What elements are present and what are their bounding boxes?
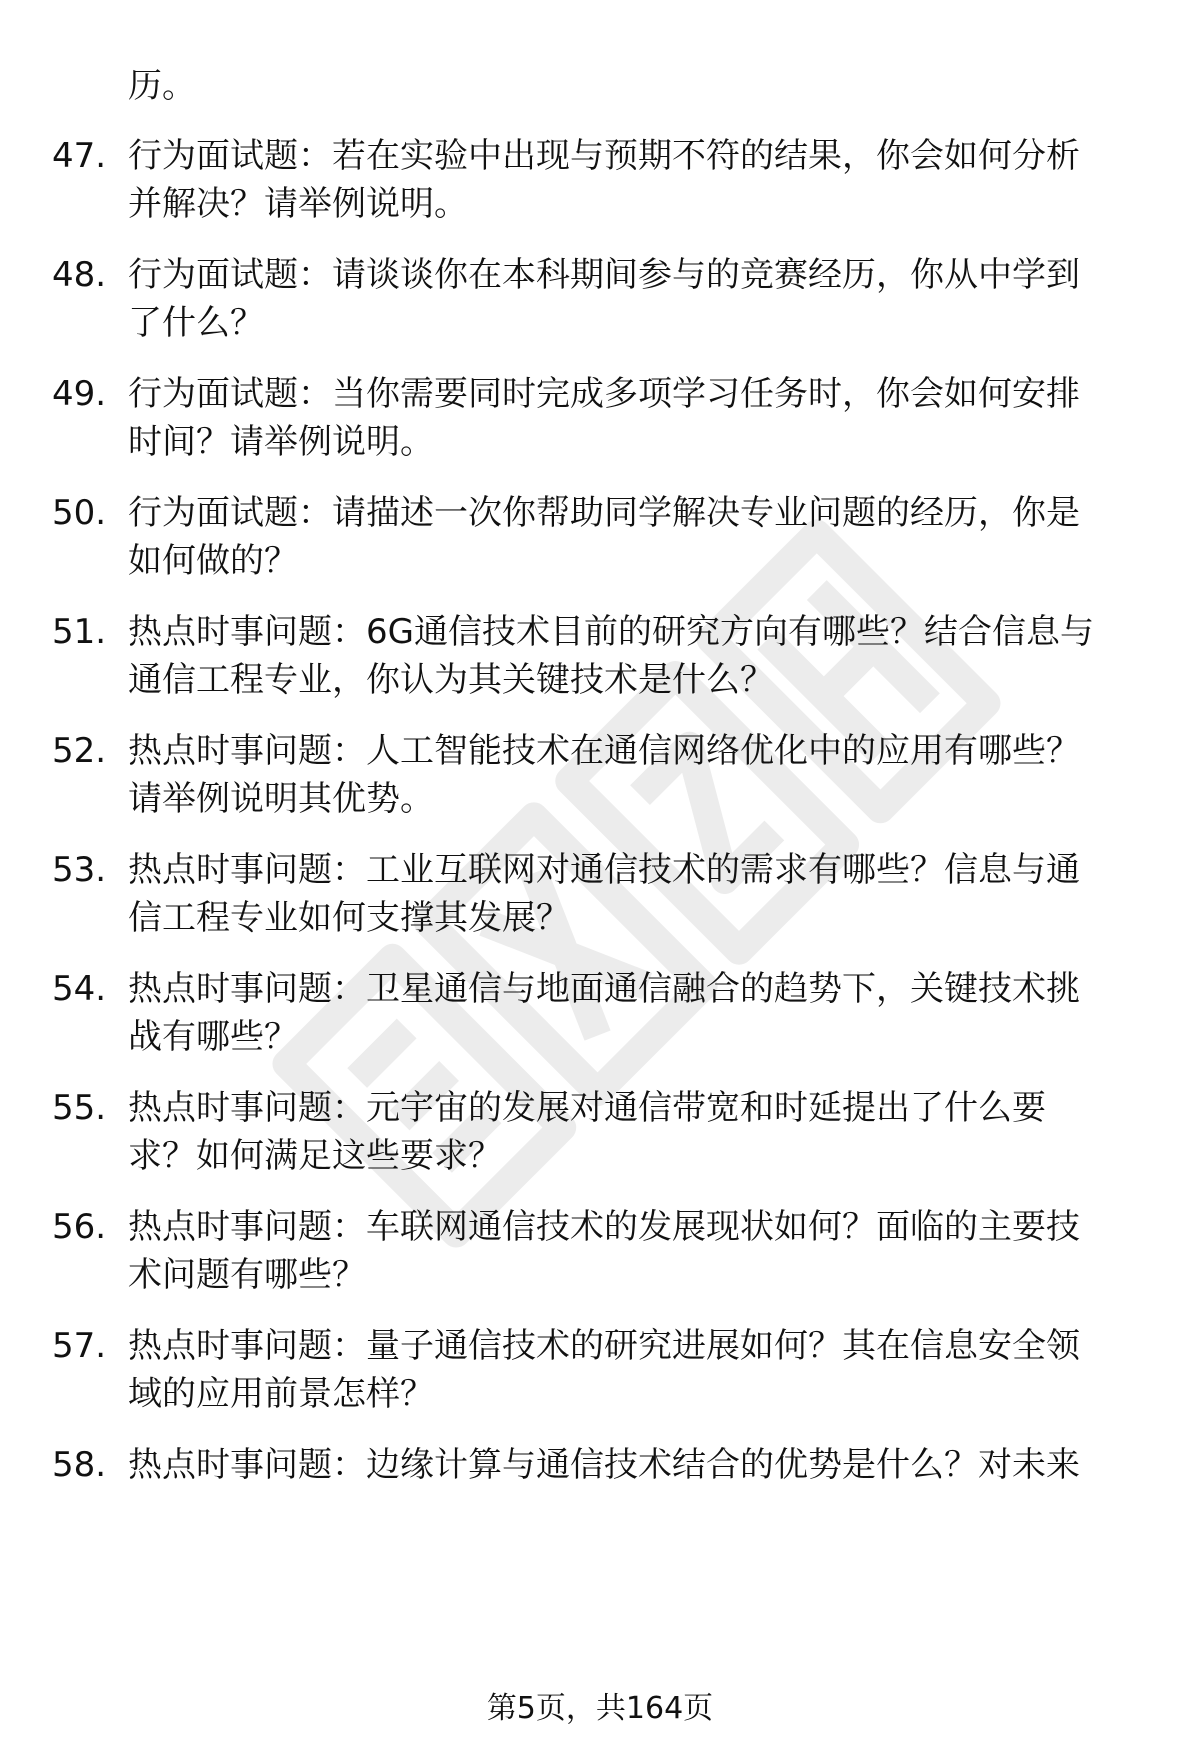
list-item-question-52 xyxy=(0,727,1200,827)
question-text-line-2: 信工程专业如何支撑其发展？ xyxy=(128,898,570,938)
question-number: 55. xyxy=(52,1088,107,1128)
list-item-question-49 xyxy=(0,370,1200,470)
list-item-question-48 xyxy=(0,251,1200,351)
question-text-line-2: 时间？请举例说明。 xyxy=(128,422,434,462)
question-number: 49. xyxy=(52,374,107,414)
question-text-line-1: 行为面试题：请描述一次你帮助同学解决专业问题的经历，你是 xyxy=(128,493,1080,533)
question-text-line-1: 热点时事问题：6G通信技术目前的研究方向有哪些？结合信息与 xyxy=(128,612,1094,652)
list-item-question-50 xyxy=(0,489,1200,589)
continued-text: 历。 xyxy=(128,66,196,106)
question-text-line-1: 行为面试题：若在实验中出现与预期不符的结果，你会如何分析 xyxy=(128,136,1080,176)
question-text-line-1: 热点时事问题：车联网通信技术的发展现状如何？面临的主要技 xyxy=(128,1207,1080,1247)
question-number: 50. xyxy=(52,493,107,533)
list-item-question-57 xyxy=(0,1322,1200,1422)
question-number: 51. xyxy=(52,612,107,652)
question-text-line-2: 求？如何满足这些要求？ xyxy=(128,1136,502,1176)
list-item-question-55 xyxy=(0,1084,1200,1184)
question-text-line-1: 热点时事问题：卫星通信与地面通信融合的趋势下，关键技术挑 xyxy=(128,969,1080,1009)
question-text-line-1: 热点时事问题：工业互联网对通信技术的需求有哪些？信息与通 xyxy=(128,850,1080,890)
list-item-question-56 xyxy=(0,1203,1200,1303)
question-number: 53. xyxy=(52,850,107,890)
list-item-question-58 xyxy=(0,1441,1200,1541)
question-number: 56. xyxy=(52,1207,107,1247)
question-text-line-2: 术问题有哪些？ xyxy=(128,1255,366,1295)
question-number: 58. xyxy=(52,1445,107,1485)
list-item-question-47 xyxy=(0,132,1200,232)
list-item-question-53 xyxy=(0,846,1200,946)
list-item-question-54 xyxy=(0,965,1200,1065)
question-number: 54. xyxy=(52,969,107,1009)
question-text-line-1: 热点时事问题：边缘计算与通信技术结合的优势是什么？对未来 xyxy=(128,1445,1080,1485)
question-text-line-1: 行为面试题：当你需要同时完成多项学习任务时，你会如何安排 xyxy=(128,374,1080,414)
question-text-line-1: 行为面试题：请谈谈你在本科期间参与的竞赛经历，你从中学到 xyxy=(128,255,1080,295)
question-text-line-1: 热点时事问题：元宇宙的发展对通信带宽和时延提出了什么要 xyxy=(128,1088,1046,1128)
question-number: 47. xyxy=(52,136,107,176)
question-number: 52. xyxy=(52,731,107,771)
question-text-line-1: 热点时事问题：人工智能技术在通信网络优化中的应用有哪些？ xyxy=(128,731,1080,771)
list-item-question-51 xyxy=(0,608,1200,708)
question-text-line-1: 热点时事问题：量子通信技术的研究进展如何？其在信息安全领 xyxy=(128,1326,1080,1366)
question-text-line-2: 请举例说明其优势。 xyxy=(128,779,434,819)
question-number: 48. xyxy=(52,255,107,295)
question-text-line-2: 了什么？ xyxy=(128,303,264,343)
page-number-footer: 第5页，共164页 xyxy=(486,1691,714,1726)
question-text-line-2: 并解决？请举例说明。 xyxy=(128,184,468,224)
question-text-line-2: 域的应用前景怎样？ xyxy=(128,1374,434,1414)
question-text-line-2: 通信工程专业，你认为其关键技术是什么？ xyxy=(128,660,774,700)
question-number: 57. xyxy=(52,1326,107,1366)
question-text-line-2: 如何做的？ xyxy=(128,541,298,581)
question-text-line-2: 战有哪些？ xyxy=(128,1017,298,1057)
